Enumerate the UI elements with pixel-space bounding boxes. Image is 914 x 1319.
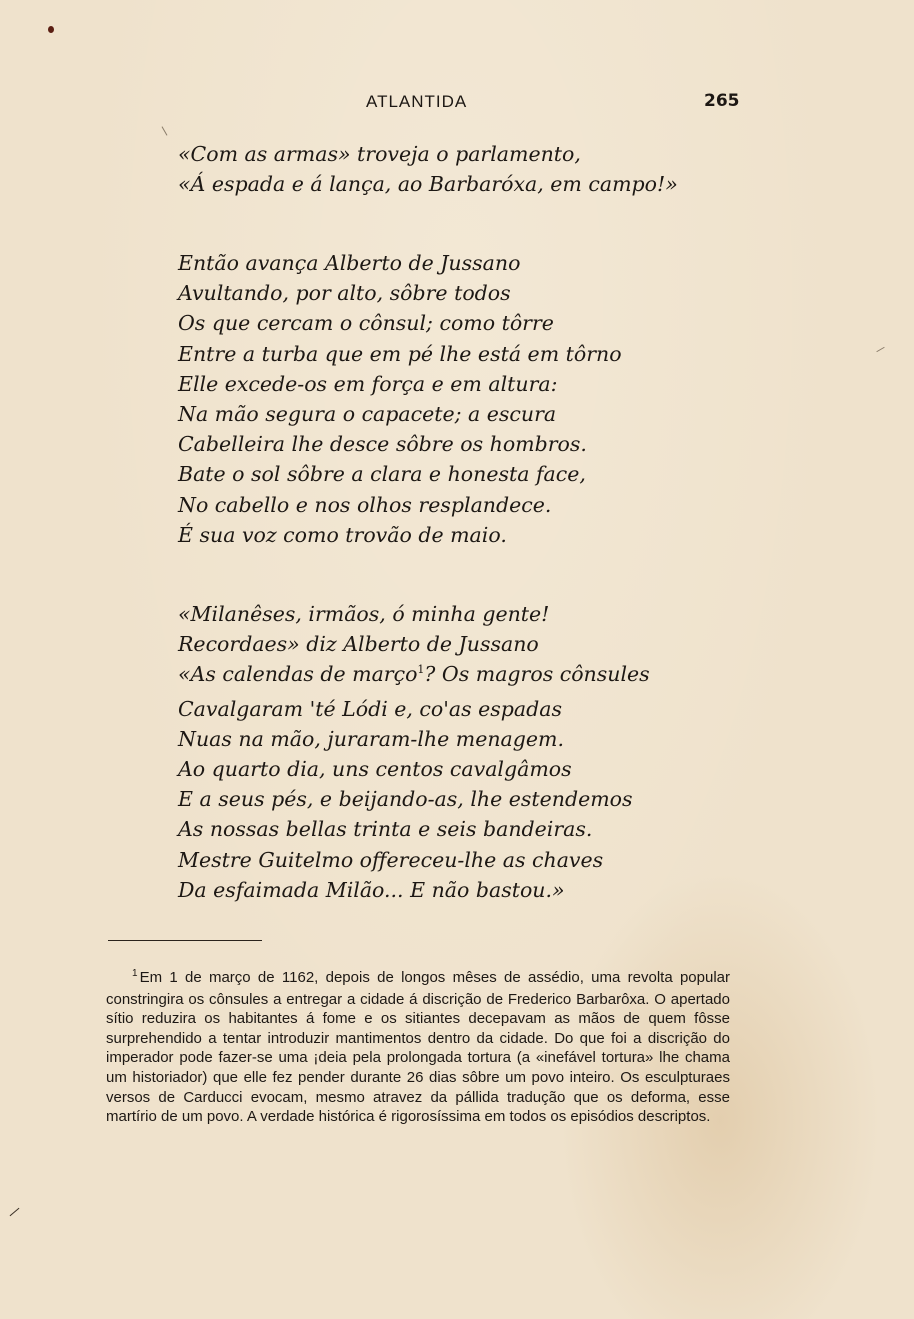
- verse-line-with-footnote: [178, 659, 650, 693]
- footnote-divider: [108, 940, 262, 941]
- verse-text: «As calendas de março: [178, 662, 418, 687]
- verse-line: Avultando, por alto, sôbre todos: [178, 281, 511, 306]
- verse-line: No cabello e nos olhos resplandece.: [178, 492, 552, 517]
- stanza-2: [178, 248, 622, 550]
- footnote-text: Em 1 de março de 1162, depois de longos mêses de assédio, uma revolta popular constringira os cônsules a entregar a cidade á discrição de Frederico Barbarôxa. O apertado sítio reduzira os habitantes á fome e os sitiantes decepavam as mãos de quem fôsse surprehendido a tentar introduzir mantimentos dentro da cidade. Do que foi a discrição do imperador pode fazer-se uma ¡deia pela prolongada tortura (a «inefável tortura» lhe chama um historiador) que elle fez pender durante 26 dias sôbre um povo inteiro. Os esculpturaes versos de Carducci evocam, mesmo atravez da pállida tradução que os deforma, esse martírio de um povo. A verdade histórica é rigorosíssima em todos os episódios descriptos.: [106, 969, 730, 1126]
- stanza-1: [178, 139, 678, 199]
- paper-speck: [162, 126, 168, 135]
- verse-text: ? Os magros cônsules: [424, 662, 650, 687]
- verse-line: Os que cercam o cônsul; como tôrre: [178, 311, 554, 336]
- verse-line: Então avança Alberto de Jussano: [178, 251, 521, 275]
- verse-line: «Á espada e á lança, ao Barbaróxa, em campo!»: [178, 172, 678, 197]
- verse-line: É sua voz como trovão de maio.: [178, 522, 507, 547]
- verse-line: Mestre Guitelmo offereceu-lhe as chaves: [178, 847, 604, 872]
- verse-line: Entre a turba que em pé lhe está em tôrno: [178, 341, 622, 366]
- footnote-number: 1: [132, 968, 138, 979]
- verse-line: Ao quarto dia, uns centos cavalgâmos: [178, 757, 572, 782]
- verse-line: Elle excede-os em força e em altura:: [178, 371, 558, 396]
- verse-line: E a seus pés, e beijando-as, lhe estendemos: [178, 787, 633, 812]
- verse-line: Da esfaimada Milão... E não bastou.»: [178, 877, 565, 902]
- stanza-3: [178, 599, 650, 905]
- verse-line: As nossas bellas trinta e seis bandeiras.: [178, 817, 593, 842]
- verse-line: Nuas na mão, juraram-lhe menagem.: [178, 726, 564, 751]
- paper-speck: [876, 347, 884, 352]
- verse-line: Bate o sol sôbre a clara e honesta face,: [178, 462, 586, 487]
- running-title: ATLANTIDA: [366, 92, 468, 111]
- verse-line: «Milanêses, irmãos, ó minha gente!: [178, 602, 550, 626]
- verse-line: «Com as armas» troveja o parlamento,: [178, 142, 581, 166]
- verse-line: Cabelleira lhe desce sôbre os hombros.: [178, 432, 587, 457]
- verse-line: Recordaes» diz Alberto de Jussano: [178, 632, 539, 657]
- footnote-marker: 1: [417, 663, 425, 677]
- footnote: [106, 968, 730, 1127]
- ink-spot: [48, 26, 54, 33]
- paper-speck: [10, 1208, 20, 1216]
- page-number: 265: [704, 91, 740, 111]
- verse-line: Na mão segura o capacete; a escura: [178, 402, 557, 427]
- verse-line: Cavalgaram 'té Lódi e, co'as espadas: [178, 696, 563, 721]
